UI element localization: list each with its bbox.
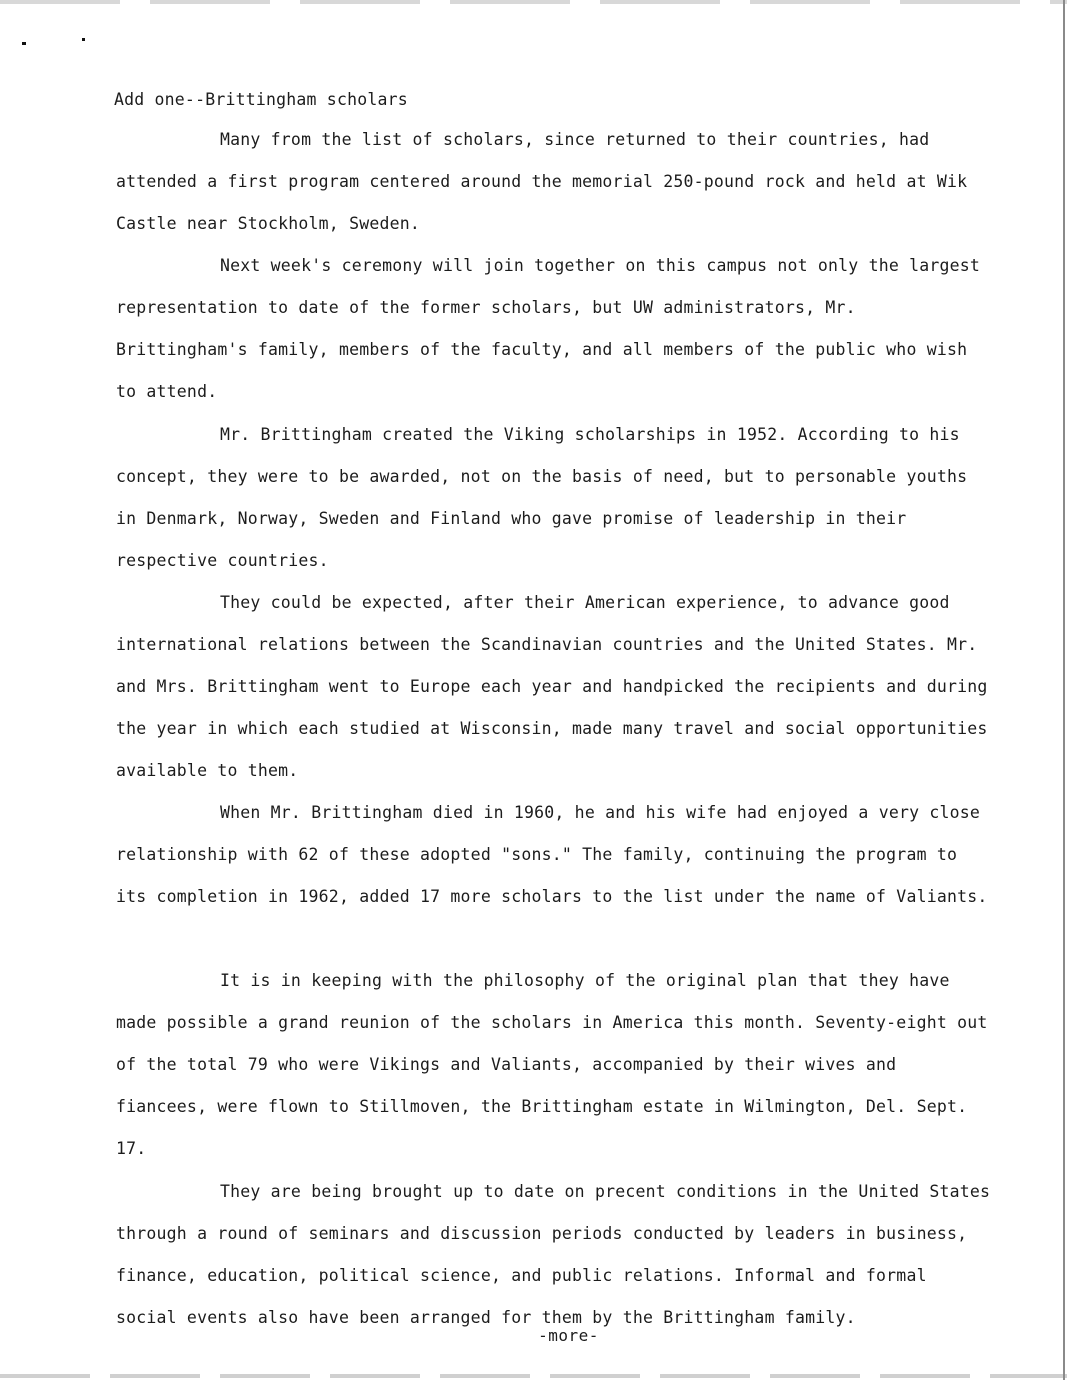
scan-edge-bottom — [0, 1374, 1067, 1378]
scan-edge-right — [1063, 0, 1065, 1380]
scan-speck — [22, 42, 26, 45]
paragraph-3: Mr. Brittingham created the Viking scholarships in 1952. According to his concept, they were to be awarded, not on the basis of need, but to personable youths in Denmark, Norway, Sweden and Finland who gave promise of leadership in their respective countries. — [116, 425, 968, 570]
scan-speck — [82, 38, 85, 41]
scan-edge-top — [0, 0, 1067, 4]
paragraph-4: They could be expected, after their American experience, to advance good international relations between the Scandinavian countries and the United States. Mr. and Mrs. Brittingham went to Europe each year and handpicked the recipients and during the year in which each studied at Wisconsin, made many travel and social opportunities available to them. — [116, 593, 988, 780]
continuation-marker: -more- — [538, 1326, 599, 1345]
page-header: Add one--Brittingham scholars — [114, 90, 408, 109]
paragraph-6: It is in keeping with the philosophy of the original plan that they have made possible a grand reunion of the scholars in America this month. Seventy-eight out of the total 79 who were Vikings and Valiants, accompanied by their wives and fiancees, were flown to Stillmoven, the Brittingham estate in Wilmington, Del. Sept. 17. — [116, 971, 988, 1158]
paragraph-7: They are being brought up to date on precent conditions in the United States through a round of seminars and discussion periods conducted by leaders in business, finance, education, political science, and public relations. Informal and formal social events also have been arranged for them by the Brittingham family. — [116, 1182, 991, 1327]
paragraph-1: Many from the list of scholars, since returned to their countries, had attended a first program centered around the memorial 250-pound rock and held at Wik Castle near Stockholm, Sweden. — [116, 130, 968, 233]
paragraph-2: Next week's ceremony will join together on this campus not only the largest representation to date of the former scholars, but UW administrators, Mr. Brittingham's family, members of the faculty, and all members of the public who wish to attend. — [116, 256, 981, 401]
paragraph-5: When Mr. Brittingham died in 1960, he and his wife had enjoyed a very close relationship with 62 of these adopted "sons." The family, continuing the program to its completion in 1962, added 17 more scholars to the list under the name of Valiants. — [116, 803, 988, 906]
